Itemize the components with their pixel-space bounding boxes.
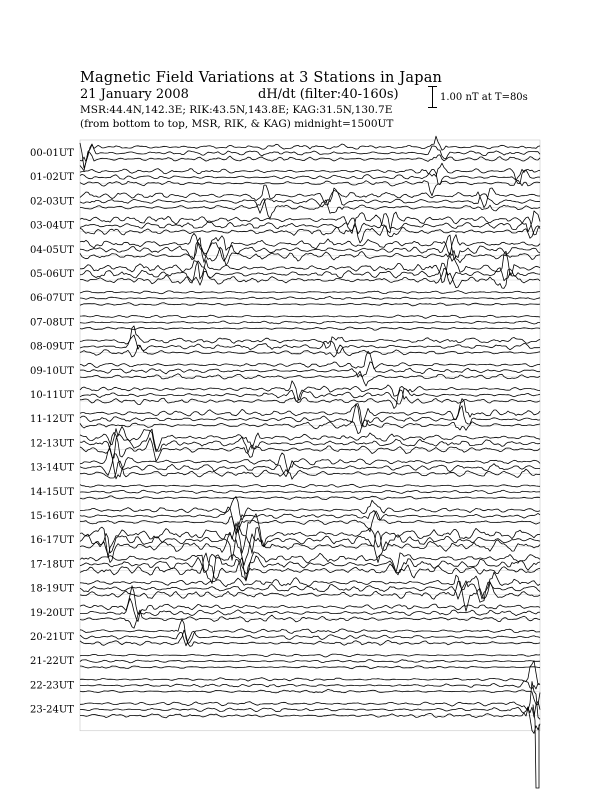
trace-msr: [80, 225, 540, 243]
trace-rik: [80, 681, 540, 689]
hour-label: 10-11UT: [30, 390, 74, 401]
scale-bar-label: 1.00 nT at T=80s: [440, 92, 528, 103]
chart-title: Magnetic Field Variations at 3 Stations in Japan: [80, 70, 443, 86]
trace-msr: [80, 432, 540, 461]
trace-rik: [80, 660, 540, 663]
hour-label: 11-12UT: [30, 414, 74, 426]
trace-order-note: (from bottom to top, MSR, RIK, & KAG) midnight=1500UT: [80, 118, 394, 130]
hour-label: 17-18UT: [30, 559, 74, 571]
trace-rik: [80, 335, 540, 353]
trace-rik: [80, 429, 540, 458]
hour-label: 12-13UT: [30, 438, 74, 450]
trace-kag: [80, 291, 540, 294]
station-coordinates: MSR:44.4N,142.3E; RIK:43.5N,143.8E; KAG:31.5N,130.7E: [80, 104, 393, 116]
trace-kag: [80, 185, 540, 208]
hour-label: 00-01UT: [30, 148, 74, 159]
trace-rik: [80, 454, 540, 477]
hour-label: 19-20UT: [30, 607, 74, 619]
hour-label: 23-24UT: [30, 704, 74, 716]
trace-msr: [80, 180, 540, 195]
trace-rik: [80, 296, 540, 299]
trace-msr: [80, 630, 540, 646]
trace-rik: [80, 321, 540, 324]
hour-label: 02-03UT: [30, 196, 74, 208]
trace-rik: [80, 555, 540, 584]
hour-label: 14-15UT: [30, 486, 74, 498]
trace-kag: [80, 448, 540, 479]
hour-label: 13-14UT: [30, 462, 74, 474]
trace-rik: [80, 490, 540, 493]
hour-label: 18-19UT: [30, 583, 74, 595]
trace-rik: [80, 522, 540, 560]
trace-kag: [80, 381, 540, 400]
trace-kag: [80, 233, 540, 255]
chart-date: 21 January 2008: [80, 87, 189, 102]
trace-msr: [80, 268, 540, 288]
trace-kag: [80, 484, 540, 487]
trace-msr: [80, 371, 540, 386]
hour-label: 01-02UT: [30, 172, 74, 184]
hour-label: 15-16UT: [30, 511, 74, 522]
hour-label: 08-09UT: [30, 341, 74, 353]
trace-msr: [80, 242, 540, 265]
trace-kag: [80, 572, 540, 599]
hour-label: 21-22UT: [30, 656, 74, 668]
trace-rik: [80, 581, 540, 602]
hour-label: 22-23UT: [30, 680, 74, 692]
hour-label: 16-17UT: [30, 535, 74, 547]
trace-kag: [80, 654, 540, 657]
hour-label: 07-08UT: [30, 317, 74, 329]
trace-msr: [80, 327, 540, 330]
trace-kag: [80, 326, 540, 348]
trace-msr: [80, 303, 540, 306]
trace-kag: [80, 619, 540, 643]
trace-msr: [80, 152, 540, 171]
hour-label: 09-10UT: [30, 365, 74, 377]
hour-label: 05-06UT: [30, 269, 74, 280]
trace-rik: [80, 235, 540, 262]
hour-label: 03-04UT: [30, 220, 74, 232]
trace-kag: [80, 315, 540, 318]
trace-msr: [80, 390, 540, 409]
trace-kag: [80, 661, 540, 685]
hour-label: 04-05UT: [30, 244, 74, 256]
hour-label: 20-21UT: [30, 632, 74, 643]
chart-quantity: dH/dt (filter:40-160s): [258, 87, 399, 102]
hour-label: 06-07UT: [30, 293, 74, 305]
